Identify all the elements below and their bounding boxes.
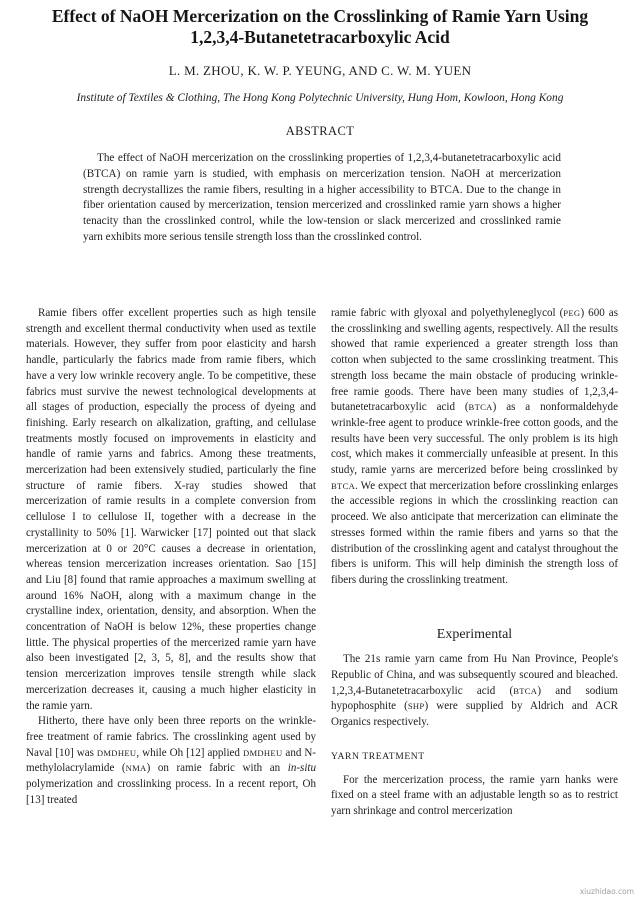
subsection-heading-yarn-treatment: YARN TREATMENT bbox=[331, 750, 425, 762]
title-line-1: Effect of NaOH Mercerization on the Crosslinking of Ramie Yarn Using bbox=[51, 6, 589, 26]
title-line-2: 1,2,3,4-Butanetetracarboxylic Acid bbox=[190, 27, 450, 47]
intro-paragraph-1: Ramie fibers offer excellent properties such as high tensile strength and excellent thermal conductivity when used as textile materials. However, they suffer from poor elasticity and harsh handle, particularly the fabrics made from ramie fibers, which have a very low wrinkle recovery angle. To be competitive, these fabrics must survive the newest technological developments at all stages of production, especially the process of dyeing and finishing. Early research on alkalization, grafting, and cellulase treatments mostly focused on improvements in elasticity and handle of ramie yarns and fabrics. Among these treatments, mercerization had been extensively studied, particularly the fine structure of ramie fibers. X-ray studies showed that mercerization of ramie results in a complete conversion from cellulose I to cellulose II, together with a decrease in the crystallinity to 50% [1]. Warwicker [17] pointed out that slack mercerization at 0 or 20°C causes a decrease in orientation, whereas tension mercerization increases orientation. Sao [15] and Liu [8] found that ramie approaches a maximum swelling at around 16% NaOH, along with a maximum change in the crystalline index, orientation, density, and absorption. When the concentration of NaOH is below 12%, these properties change little. The physical properties of the mercerized ramie yarn have also been investigated [2, 3, 5, 8], and the results show that tension mercerization improves tensile strength while slack mercerization decreases it, causing a much higher elasticity in the ramie yarn. bbox=[26, 307, 316, 712]
intro-paragraph-2: Hitherto, there have only been three reports on the wrinkle-free treatment of ramie fabrics. The crosslinking agent used by Naval [10] was DMDHEU, while Oh [12] applied DMDHEU and N-methylolacrylamide (NMA) on ramie fabric with an in-situ polymerization and crosslinking process. In a recent report, Oh [13] treated bbox=[26, 715, 316, 806]
abstract-heading: ABSTRACT bbox=[285, 124, 355, 138]
experimental-paragraph: The 21s ramie yarn came from Hu Nan Province, People's Republic of China, and was subsequently scoured and bleached. 1,2,3,4-Butanetetracarboxylic acid (BTCA) and sodium hypophosphite (SHP) were supplied by Aldrich and ACR Organics respectively. bbox=[331, 653, 618, 729]
intro-paragraph-3: ramie fabric with glyoxal and polyethyleneglycol (PEG) 600 as the crosslinking and swelling agents, respectively. All the results showed that ramie experienced a greater strength loss than cotton when subjected to the same crosslinking treatment. This strength loss became the main obstacle of producing wrinkle-free ramie goods. There have been many studies of 1,2,3,4-butanetetracarboxylic acid (BTCA) as a nonformaldehyde wrinkle-free agent to produce wrinkle-free cotton goods, and the results have been very successful. The only problem is its high cost, which makes it commercially unfeasible at present. In this study, ramie yarns are mercerized before being crosslinked by BTCA. We expect that mercerization before crosslinking enlarges the accessible regions in which the crosslinking reaction can proceed. We also anticipate that mercerization can eliminate the stresses formed within the ramie fibers and yarns so that the distribution of the crosslinking agent and catalyst throughout the fibers is uniform. This will help diminish the strength loss of fibers during the crosslinking treatment. bbox=[331, 307, 618, 586]
body-column-left bbox=[26, 306, 316, 809]
section-heading-experimental: Experimental bbox=[436, 626, 513, 642]
yarn-treatment-paragraph: For the mercerization process, the ramie yarn hanks were fixed on a steel frame with an adjustable length so as to restrict yarn shrinkage and control mercerization bbox=[331, 773, 618, 817]
body-column-right bbox=[331, 306, 618, 820]
paper-title bbox=[10, 6, 630, 48]
abstract-text: The effect of NaOH mercerization on the crosslinking properties of 1,2,3,4-butanetetracarboxylic acid (BTCA) on ramie yarn is studied, with emphasis on mercerization tension. NaOH at mercerization strength decrystallizes the ramie fibers, resulting in a higher accessibility to BTCA. Due to the change in fiber orientation caused by mercerization, tension mercerized and crosslinked ramie yarn shows a higher tenacity than the crosslinked control, while the low-tension or slack mercerized and crosslinked ramie yarn exhibits more serious tensile strength loss than the crosslinked control. bbox=[83, 152, 561, 243]
watermark-text: xiuzhidao.com bbox=[579, 887, 634, 896]
author-list: L. M. ZHOU, K. W. P. YEUNG, AND C. W. M. YUEN bbox=[168, 63, 472, 78]
affiliation: Institute of Textiles & Clothing, The Hong Kong Polytechnic University, Hung Hom, Kowloon, Hong Kong bbox=[76, 92, 564, 104]
